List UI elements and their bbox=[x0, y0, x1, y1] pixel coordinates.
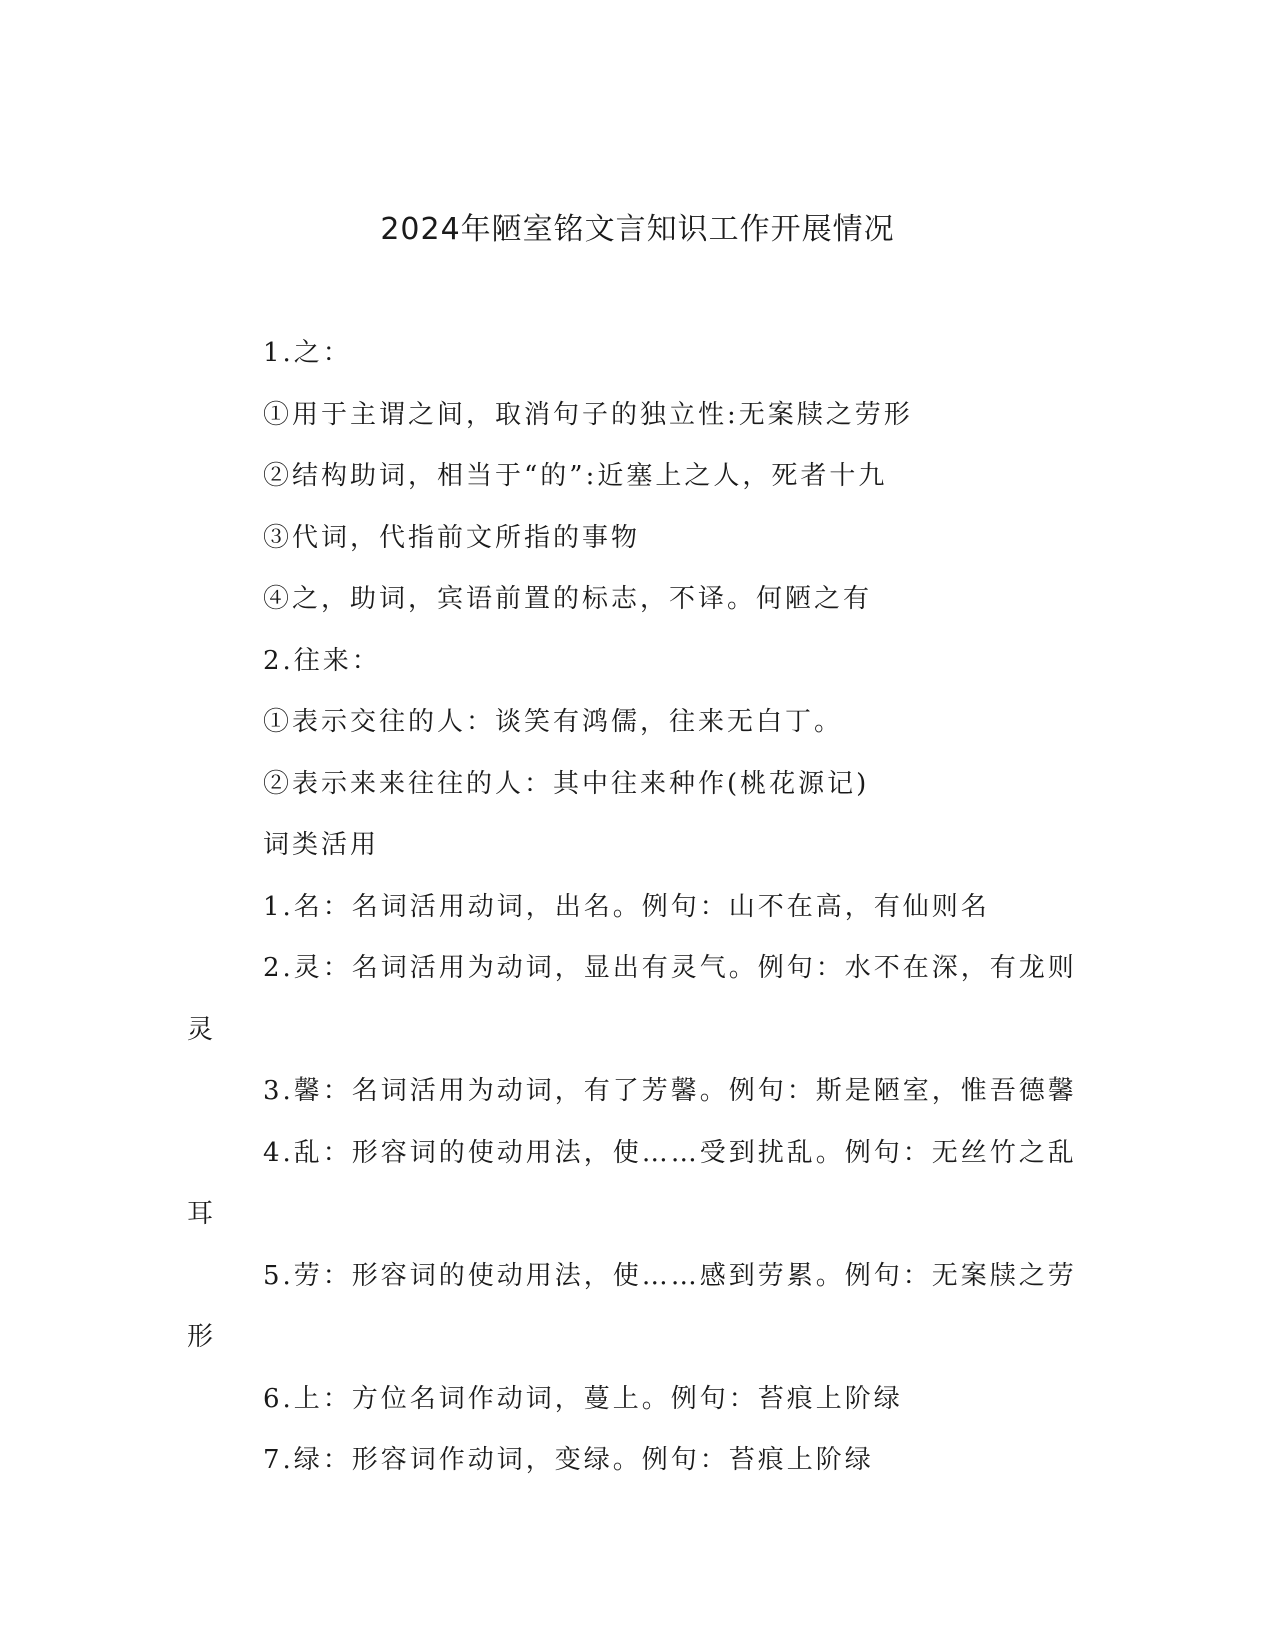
text-line-continuation: 灵 bbox=[187, 1014, 217, 1045]
text-line: 1.名：名词活用动词，出名。例句：山不在高，有仙则名 bbox=[263, 891, 990, 922]
text-line: ②结构助词，相当于“的”:近塞上之人，死者十九 bbox=[263, 461, 888, 491]
document-title: 2024年陋室铭文言知识工作开展情况 bbox=[380, 212, 895, 247]
text-line: 5.劳：形容词的使动用法，使……感到劳累。例句：无案牍之劳 bbox=[263, 1260, 1077, 1291]
text-line-continuation: 形 bbox=[187, 1322, 217, 1352]
text-line: ①表示交往的人：谈笑有鸿儒，往来无白丁。 bbox=[263, 707, 844, 737]
text-line: 1.之： bbox=[263, 338, 352, 368]
text-line: 6.上：方位名词作动词，蔓上。例句：苔痕上阶绿 bbox=[263, 1383, 903, 1414]
text-line: 2.往来： bbox=[263, 645, 381, 676]
text-line: 7.绿：形容词作动词，变绿。例句：苔痕上阶绿 bbox=[263, 1445, 874, 1475]
text-line: ②表示来来往往的人：其中往来种作(桃花源记) bbox=[263, 768, 870, 799]
text-line-continuation: 耳 bbox=[187, 1199, 217, 1229]
text-line: ④之，助词，宾语前置的标志，不译。何陋之有 bbox=[263, 584, 873, 614]
text-line: 3.馨：名词活用为动词，有了芳馨。例句：斯是陋室，惟吾德馨 bbox=[263, 1076, 1077, 1106]
text-line: 2.灵：名词活用为动词，显出有灵气。例句：水不在深，有龙则 bbox=[263, 953, 1077, 983]
document-body bbox=[187, 323, 1077, 1492]
text-line: ①用于主谓之间，取消句子的独立性:无案牍之劳形 bbox=[263, 399, 913, 430]
text-line: ③代词，代指前文所指的事物 bbox=[263, 522, 641, 553]
text-line: 4.乱：形容词的使动用法，使……受到扰乱。例句：无丝竹之乱 bbox=[263, 1137, 1077, 1168]
section-heading: 词类活用 bbox=[263, 830, 380, 860]
